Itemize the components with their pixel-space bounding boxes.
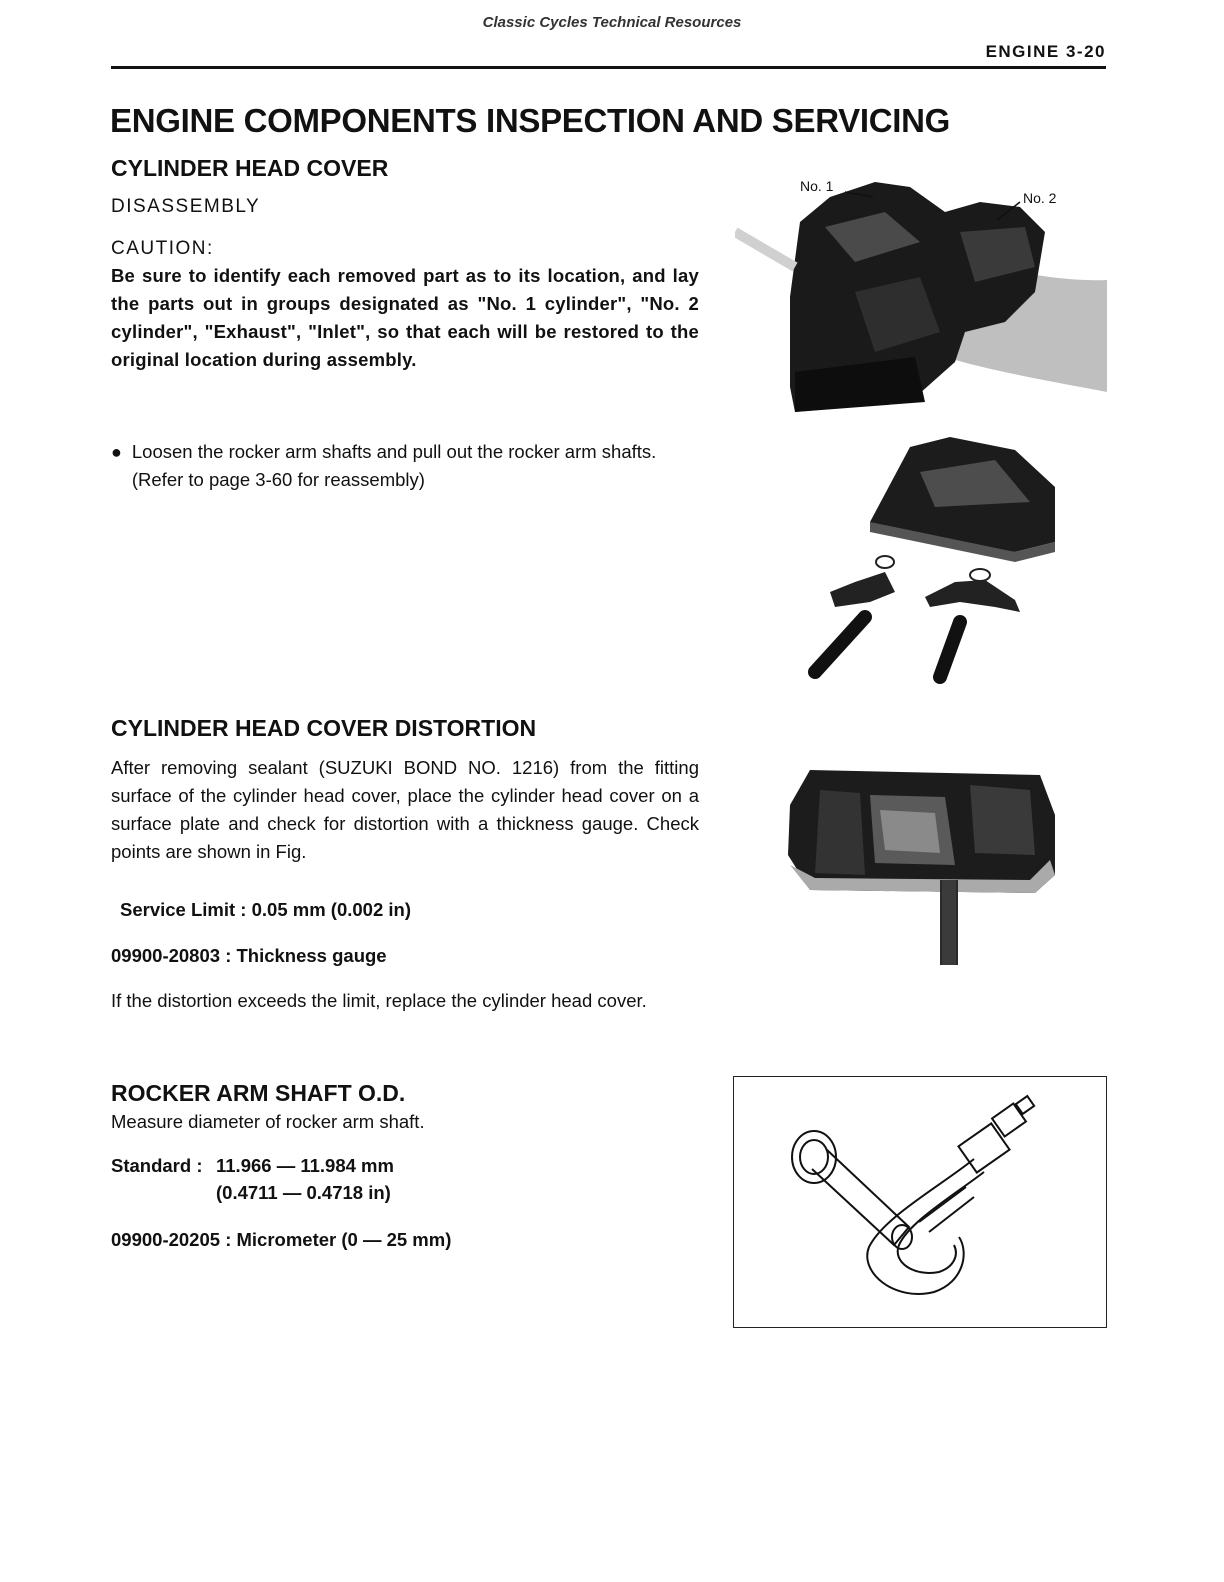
micrometer-figure bbox=[733, 1076, 1107, 1328]
micrometer-illustration bbox=[734, 1077, 1106, 1327]
rocker-shaft-removal-step bbox=[111, 438, 699, 494]
thickness-gauge-tool: 09900-20803 : Thickness gauge bbox=[111, 945, 387, 966]
section-page-label: ENGINE 3-20 bbox=[985, 42, 1106, 61]
distortion-instructions: After removing sealant (SUZUKI BOND NO. 1216) from the fitting surface of the cylinder head cover, place the cylinder head cover on a surface plate and check for distortion with a thickness gauge. Check points are shown in Fig. bbox=[111, 757, 699, 862]
bullet-marker: ● bbox=[111, 442, 122, 462]
rocker-arm-parts-photo bbox=[735, 432, 1107, 692]
no1-callout: No. 1 bbox=[800, 178, 834, 194]
caution-text: Be sure to identify each removed part as to its location, and lay the parts out in groups designated as "No. 1 cylinder", "No. 2 cylinder", "Exhaust", "Inlet", so that each will be restored to the original location during assembly. bbox=[111, 265, 699, 370]
caution-label: CAUTION: bbox=[111, 238, 214, 259]
bullet-reference: (Refer to page 3-60 for reassembly) bbox=[131, 469, 425, 490]
page-title: ENGINE COMPONENTS INSPECTION AND SERVICING bbox=[110, 102, 951, 139]
service-limit: Service Limit : 0.05 mm (0.002 in) bbox=[120, 899, 411, 920]
engine-illustration bbox=[735, 172, 1107, 414]
rocker-arm-parts-illustration bbox=[735, 432, 1107, 692]
bullet-text: Loosen the rocker arm shafts and pull out the rocker arm shafts. bbox=[131, 441, 657, 462]
head-cover-illustration bbox=[780, 735, 1065, 967]
header-rule bbox=[111, 66, 1106, 69]
rocker-shaft-od-heading: ROCKER ARM SHAFT O.D. bbox=[111, 1080, 406, 1106]
rocker-shaft-od-instruction: Measure diameter of rocker arm shaft. bbox=[111, 1111, 425, 1132]
cylinder-head-cover-heading: CYLINDER HEAD COVER bbox=[111, 155, 389, 181]
standard-value-mm: 11.966 — 11.984 mm bbox=[216, 1155, 394, 1176]
distortion-limit-note: If the distortion exceeds the limit, replace the cylinder head cover. bbox=[111, 990, 647, 1011]
disassembly-subheading: DISASSEMBLY bbox=[111, 196, 261, 217]
document-source-header: Classic Cycles Technical Resources bbox=[482, 14, 742, 31]
engine-photo bbox=[735, 172, 1107, 414]
standard-value-in: (0.4711 — 0.4718 in) bbox=[216, 1182, 391, 1203]
micrometer-tool: 09900-20205 : Micrometer (0 — 25 mm) bbox=[111, 1229, 452, 1250]
head-cover-distortion-photo bbox=[780, 735, 1065, 967]
distortion-heading: CYLINDER HEAD COVER DISTORTION bbox=[111, 715, 537, 741]
no2-callout: No. 2 bbox=[1023, 190, 1057, 206]
standard-label: Standard : bbox=[111, 1155, 203, 1176]
